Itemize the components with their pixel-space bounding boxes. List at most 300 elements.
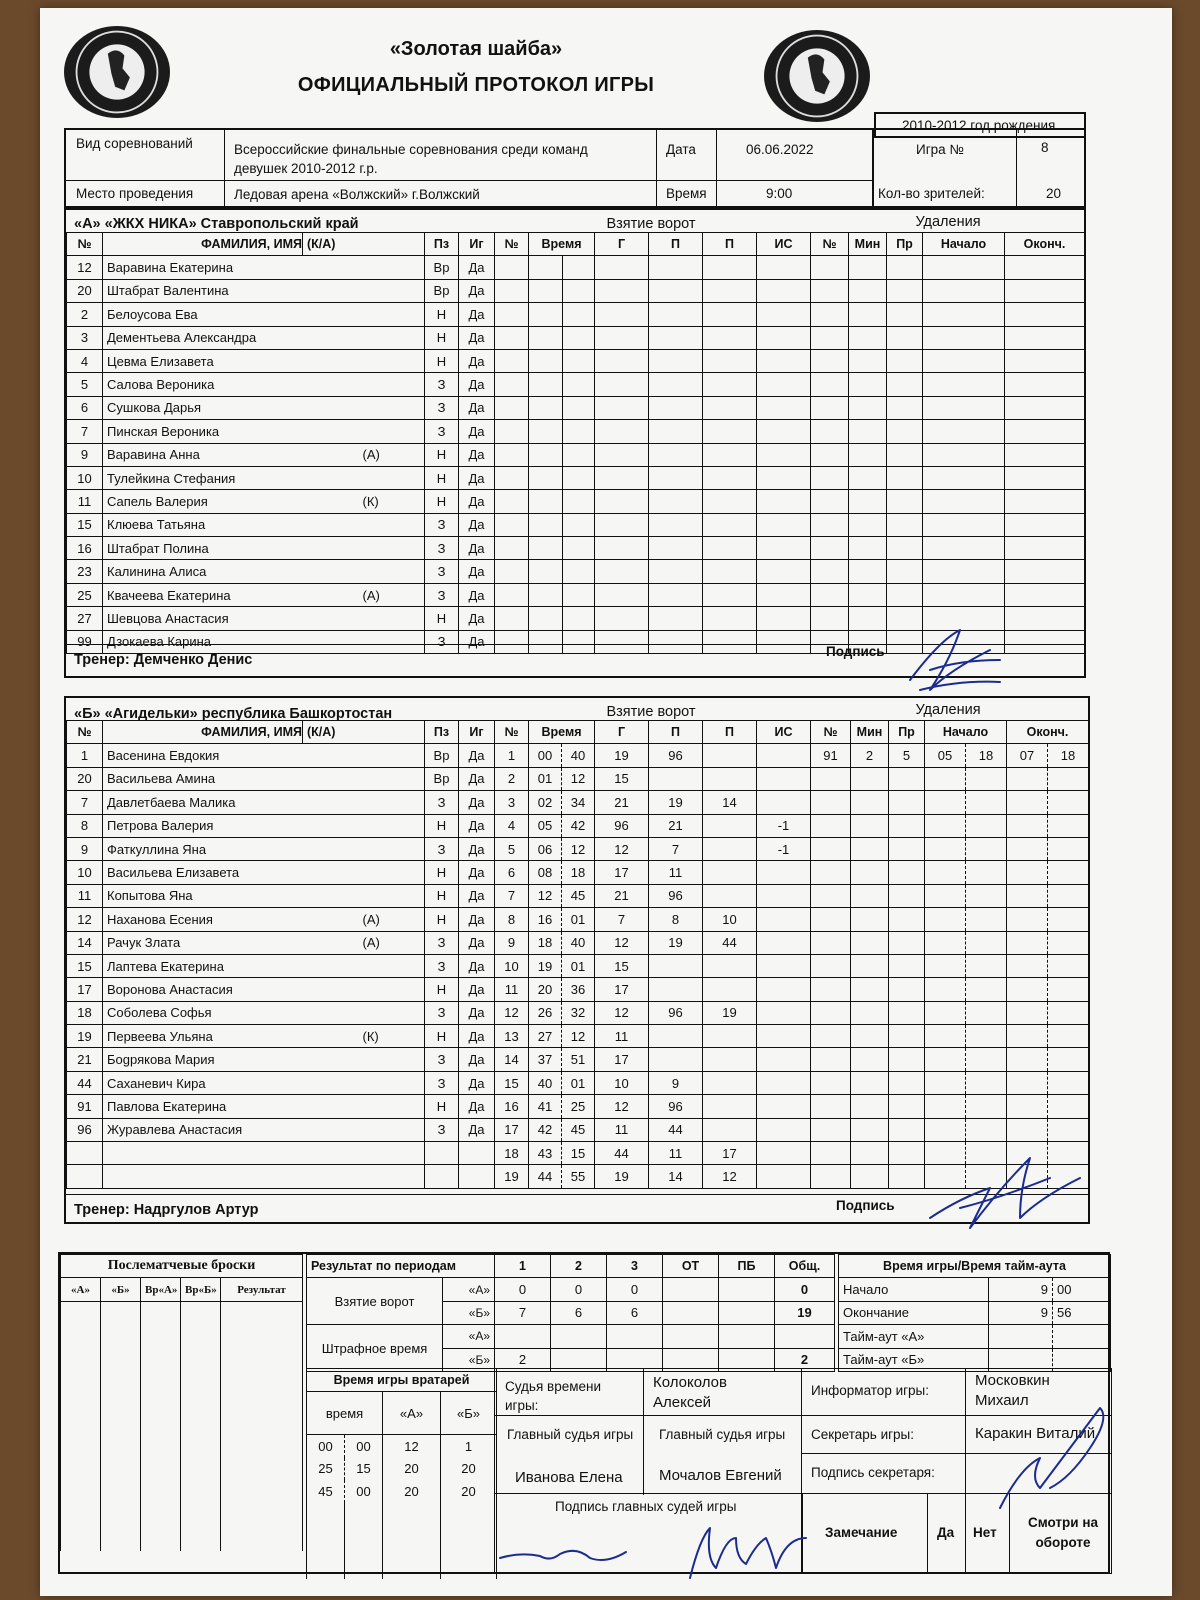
penalty-cell (811, 443, 849, 466)
player-position: Вр (425, 279, 459, 302)
penalty-cell (849, 537, 887, 560)
penalty-cell (1005, 490, 1085, 513)
goal-cell (649, 513, 703, 536)
player-number: 18 (67, 1001, 103, 1024)
goal-row (495, 1165, 811, 1188)
goal-strength (757, 1048, 811, 1071)
goal-assist2 (703, 1025, 757, 1048)
player-number: 15 (67, 954, 103, 977)
player-name: Дзокаева Карина (103, 630, 303, 653)
goals-header-time: Время (529, 721, 595, 744)
penalty-cell (1005, 303, 1085, 326)
penalties-header-min: Мин (849, 233, 887, 256)
shootout-cell (101, 1385, 141, 1406)
player-number: 17 (67, 978, 103, 1001)
game-no-label: Игра № (916, 142, 964, 157)
roster-row (67, 1165, 495, 1188)
goal-assist2 (703, 861, 757, 884)
penalty-start-min (925, 954, 966, 977)
informer-name: Московкин Михаил (975, 1372, 1050, 1409)
penalty-minutes (851, 884, 889, 907)
player-role (303, 837, 425, 860)
penalty-row (811, 303, 1085, 326)
period-value (663, 1325, 719, 1348)
goal-cell (529, 349, 595, 372)
roster-row (67, 303, 495, 326)
game-time-minute (1053, 1325, 1111, 1348)
penalty-minutes (851, 1095, 889, 1118)
player-played: Да (459, 1118, 495, 1141)
roster-row (67, 326, 495, 349)
goal-cell (529, 443, 595, 466)
player-role (303, 861, 425, 884)
penalty-cell (1005, 537, 1085, 560)
penalty-minutes (851, 954, 889, 977)
goal-row (495, 767, 811, 790)
goalie-change-row (307, 1458, 497, 1480)
goal-row (495, 373, 811, 396)
shootout-row (61, 1531, 303, 1552)
penalty-row (811, 373, 1085, 396)
game-time-label: Окончание (839, 1301, 989, 1324)
player-position: Н (425, 1095, 459, 1118)
shootout-cell (101, 1343, 141, 1364)
player-position: З (425, 931, 459, 954)
game-time-hour (989, 1325, 1053, 1348)
penalty-cell (811, 583, 849, 606)
player-number: 20 (67, 279, 103, 302)
shootout-cell (141, 1343, 181, 1364)
player-played: Да (459, 884, 495, 907)
goal-scorer: 12 (595, 837, 649, 860)
goal-cell (757, 583, 811, 606)
player-role (303, 767, 425, 790)
penalty-minutes (851, 791, 889, 814)
goal-cell (595, 560, 649, 583)
goal-minute: 05 (529, 814, 562, 837)
player-name: Соболева Софья (103, 1001, 303, 1024)
goal-minute: 26 (529, 1001, 562, 1024)
player-role (303, 349, 425, 372)
penalty-cell (811, 279, 849, 302)
goal-minute: 43 (529, 1142, 562, 1165)
period-col-header: Общ. (775, 1255, 835, 1278)
goal-strength (757, 744, 811, 767)
penalty-reason (889, 814, 925, 837)
penalty-end-sec (1048, 1071, 1089, 1094)
goal-number: 15 (495, 1071, 529, 1094)
penalty-row (811, 466, 1085, 489)
penalty-row (811, 256, 1085, 279)
penalty-cell (849, 373, 887, 396)
player-name: Наханова Есения (103, 908, 303, 931)
remark-yes: Да (937, 1525, 955, 1540)
penalty-cell (811, 560, 849, 583)
penalty-cell (887, 443, 923, 466)
period-value: 0 (775, 1278, 835, 1301)
goalie-cell (383, 1560, 441, 1579)
goal-cell (649, 537, 703, 560)
game-time-title: Время игры/Время тайм-аута (839, 1255, 1111, 1278)
penalty-cell (811, 373, 849, 396)
periods-row (307, 1325, 835, 1348)
goal-scorer: 12 (595, 931, 649, 954)
penalty-row (811, 744, 1089, 767)
roster-header (67, 233, 495, 256)
time-label: Время (666, 186, 707, 201)
goalie-cell (307, 1541, 345, 1560)
penalties-header-min: Мин (851, 721, 889, 744)
player-played: Да (459, 1001, 495, 1024)
goal-number: 7 (495, 884, 529, 907)
penalty-cell (811, 326, 849, 349)
player-number: 9 (67, 443, 103, 466)
goals-header-is: ИС (757, 721, 811, 744)
penalty-end-min (1007, 908, 1048, 931)
goal-minute: 44 (529, 1165, 562, 1188)
roster-row (67, 1142, 495, 1165)
goal-second: 55 (562, 1165, 595, 1188)
penalty-reason (889, 884, 925, 907)
shootout-cell (61, 1510, 101, 1531)
penalty-start-min (925, 884, 966, 907)
secretary-signature-label: Подпись секретаря: (811, 1465, 935, 1480)
penalty-row (811, 814, 1089, 837)
penalty-player (811, 978, 851, 1001)
goal-minute: 12 (529, 884, 562, 907)
roster-row (67, 466, 495, 489)
goal-cell (703, 326, 757, 349)
goal-assist2 (703, 1118, 757, 1141)
penalty-cell (923, 537, 1005, 560)
period-col-header: 1 (495, 1255, 551, 1278)
penalties-header-no: № (811, 233, 849, 256)
shootout-cell (141, 1364, 181, 1385)
goal-minute: 16 (529, 908, 562, 931)
player-role (303, 303, 425, 326)
roster-row (67, 814, 495, 837)
goal-cell (595, 420, 649, 443)
penalties-header-pr: Пр (887, 233, 923, 256)
player-role (303, 630, 425, 653)
header-pos: Пз (425, 233, 459, 256)
penalty-cell (923, 349, 1005, 372)
player-position (425, 1165, 459, 1188)
penalties-header (811, 721, 1089, 744)
player-played: Да (459, 513, 495, 536)
shootout-cell (101, 1364, 141, 1385)
competition-line1: Всероссийские финальные соревнования среди команд (234, 142, 588, 157)
shootout-cell (181, 1510, 221, 1531)
penalty-player (811, 1048, 851, 1071)
player-number: 6 (67, 396, 103, 419)
goal-cell (703, 466, 757, 489)
penalty-reason (889, 1071, 925, 1094)
goal-minute: 37 (529, 1048, 562, 1071)
player-position: З (425, 1071, 459, 1094)
goal-assist2: 10 (703, 908, 757, 931)
goal-second: 45 (562, 884, 595, 907)
shootout-cell (101, 1489, 141, 1510)
goals-header-no: № (495, 233, 529, 256)
goal-scorer: 21 (595, 791, 649, 814)
penalty-end-min (1007, 1118, 1048, 1141)
penalty-cell (887, 466, 923, 489)
shootout-row (61, 1489, 303, 1510)
penalty-cell (887, 420, 923, 443)
penalty-end-min (1007, 837, 1048, 860)
game-time-row (839, 1325, 1111, 1348)
periods-team: «А» (443, 1278, 495, 1301)
penalty-start-min (925, 978, 966, 1001)
player-number (67, 1165, 103, 1188)
goalie-cell (441, 1541, 497, 1560)
penalty-start-sec (966, 1095, 1007, 1118)
period-value (495, 1325, 551, 1348)
player-role (303, 1071, 425, 1094)
goal-second: 15 (562, 1142, 595, 1165)
player-position (425, 1142, 459, 1165)
penalty-minutes (851, 1048, 889, 1071)
penalty-start-sec (966, 884, 1007, 907)
goal-assist1: 19 (649, 931, 703, 954)
secretary-name: Каракин Виталий (975, 1425, 1096, 1442)
penalty-reason (889, 861, 925, 884)
referee2-label: Главный судья игры (659, 1427, 786, 1442)
goal-strength (757, 1095, 811, 1118)
goal-cell (529, 279, 595, 302)
goals-header-p: П (649, 721, 703, 744)
goal-strength (757, 908, 811, 931)
penalty-reason (889, 1118, 925, 1141)
goal-cell (757, 443, 811, 466)
penalty-start-sec (966, 978, 1007, 1001)
roster-row (67, 1118, 495, 1141)
penalty-end-min (1007, 1048, 1048, 1071)
penalty-cell (811, 490, 849, 513)
goal-cell (703, 513, 757, 536)
player-number: 8 (67, 814, 103, 837)
penalties-header-end: Оконч. (1007, 721, 1089, 744)
player-played: Да (459, 303, 495, 326)
goalie-empty-row (307, 1522, 497, 1541)
goal-assist1: 44 (649, 1118, 703, 1141)
player-role (303, 744, 425, 767)
timekeeper-label: Судья времени игры: (505, 1379, 601, 1413)
player-position: Н (425, 490, 459, 513)
goal-row (495, 326, 811, 349)
goal-strength (757, 1165, 811, 1188)
shootout-cell (141, 1406, 181, 1427)
player-position: З (425, 954, 459, 977)
player-number: 2 (67, 303, 103, 326)
player-played: Да (459, 931, 495, 954)
shootout-row (61, 1364, 303, 1385)
goalie-change-min: 00 (307, 1435, 345, 1458)
penalty-cell (1005, 583, 1085, 606)
goal-second: 51 (562, 1048, 595, 1071)
penalty-start-sec (966, 1025, 1007, 1048)
player-name: Варавина Екатерина (103, 256, 303, 279)
roster-row (67, 884, 495, 907)
penalty-start-sec (966, 1048, 1007, 1071)
roster-row (67, 279, 495, 302)
shootout-cell (61, 1427, 101, 1448)
player-position: Н (425, 349, 459, 372)
goal-row (495, 583, 811, 606)
goal-cell (595, 537, 649, 560)
periods-team: «Б» (443, 1301, 495, 1324)
penalty-cell (887, 349, 923, 372)
penalties-header (811, 233, 1085, 256)
referee1-name: Иванова Елена (515, 1469, 623, 1486)
roster-row (67, 1071, 495, 1094)
penalty-row (811, 1118, 1089, 1141)
player-position: З (425, 1001, 459, 1024)
penalty-reason (889, 954, 925, 977)
goal-cell (495, 490, 529, 513)
referee1-label: Главный судья игры (507, 1427, 634, 1442)
penalty-cell (887, 303, 923, 326)
penalty-cell (849, 513, 887, 536)
goal-number: 18 (495, 1142, 529, 1165)
goal-cell (757, 326, 811, 349)
penalty-reason (889, 1095, 925, 1118)
secretary-signature (980, 1398, 1140, 1528)
penalty-cell (923, 326, 1005, 349)
penalty-row (811, 537, 1085, 560)
penalty-row (811, 954, 1089, 977)
goal-row (495, 537, 811, 560)
player-name: Тулейкина Стефания (103, 466, 303, 489)
player-role (303, 560, 425, 583)
goalie-empty-row (307, 1503, 497, 1522)
goal-cell (529, 303, 595, 326)
penalty-cell (1005, 560, 1085, 583)
goal-cell (595, 396, 649, 419)
goal-assist1: 96 (649, 744, 703, 767)
player-position: Н (425, 326, 459, 349)
goal-second: 01 (562, 908, 595, 931)
penalty-cell (923, 513, 1005, 536)
penalty-end-sec (1048, 1001, 1089, 1024)
goal-assist1 (649, 978, 703, 1001)
goal-row (495, 837, 811, 860)
goal-cell (757, 560, 811, 583)
penalty-end-sec: 18 (1048, 744, 1089, 767)
period-col-header: 2 (551, 1255, 607, 1278)
penalty-minutes (851, 1142, 889, 1165)
goal-row (495, 303, 811, 326)
player-name: Пинская Вероника (103, 420, 303, 443)
player-role (303, 396, 425, 419)
penalty-reason: 5 (889, 744, 925, 767)
goal-cell (495, 537, 529, 560)
penalty-cell (1005, 373, 1085, 396)
penalty-row (811, 1071, 1089, 1094)
player-played: Да (459, 583, 495, 606)
goal-number: 2 (495, 767, 529, 790)
goal-cell (595, 279, 649, 302)
shootout-cell (181, 1385, 221, 1406)
player-role: (А) (303, 583, 425, 606)
penalty-end-min (1007, 767, 1048, 790)
penalty-cell (923, 256, 1005, 279)
goal-assist1: 7 (649, 837, 703, 860)
goal-cell (649, 396, 703, 419)
player-played: Да (459, 466, 495, 489)
player-played: Да (459, 1025, 495, 1048)
header-name: ФАМИЛИЯ, ИМЯ (103, 233, 303, 256)
roster-row (67, 1095, 495, 1118)
penalty-cell (887, 279, 923, 302)
goal-number: 5 (495, 837, 529, 860)
game-time-label: Тайм-аут «Б» (839, 1348, 989, 1371)
roster-row (67, 443, 495, 466)
player-number: 12 (67, 908, 103, 931)
team-b-signature (920, 1148, 1090, 1238)
period-value: 2 (495, 1348, 551, 1371)
shootout-row (61, 1301, 303, 1322)
goal-number: 6 (495, 861, 529, 884)
penalty-end-sec (1048, 837, 1089, 860)
player-name: Шевцова Анастасия (103, 607, 303, 630)
penalty-minutes (851, 767, 889, 790)
period-value: 6 (551, 1301, 607, 1324)
player-name: Штабрат Полина (103, 537, 303, 560)
goalie-cell (383, 1541, 441, 1560)
goal-number: 16 (495, 1095, 529, 1118)
roster-row (67, 1025, 495, 1048)
goal-assist2 (703, 814, 757, 837)
roster-header (67, 721, 495, 744)
goal-row (495, 861, 811, 884)
goal-second: 25 (562, 1095, 595, 1118)
goal-assist1: 11 (649, 1142, 703, 1165)
goal-cell (495, 326, 529, 349)
penalty-cell (811, 420, 849, 443)
period-value: 19 (775, 1301, 835, 1324)
shootout-row (61, 1385, 303, 1406)
shootout-cell (221, 1385, 303, 1406)
roster-row (67, 256, 495, 279)
player-played: Да (459, 908, 495, 931)
shootout-cell (181, 1301, 221, 1322)
goal-cell (595, 303, 649, 326)
player-number: 7 (67, 420, 103, 443)
player-position: З (425, 513, 459, 536)
roster-row (67, 954, 495, 977)
goal-cell (495, 583, 529, 606)
goal-cell (495, 513, 529, 536)
venue: Ледовая арена «Волжский» г.Волжский (234, 187, 480, 202)
goal-row (495, 607, 811, 630)
goal-strength (757, 1118, 811, 1141)
goalie-b-number: 1 (441, 1435, 497, 1458)
period-value: 2 (775, 1348, 835, 1371)
goal-cell (649, 256, 703, 279)
period-value: 0 (607, 1278, 663, 1301)
goal-row (495, 279, 811, 302)
shootout-cell (141, 1323, 181, 1344)
shootout-row (61, 1427, 303, 1448)
shootout-cell (141, 1489, 181, 1510)
team-a-section (64, 208, 1086, 678)
goals-header-no: № (495, 721, 529, 744)
goalie-change-row (307, 1480, 497, 1502)
player-number: 96 (67, 1118, 103, 1141)
periods-header (307, 1255, 835, 1278)
